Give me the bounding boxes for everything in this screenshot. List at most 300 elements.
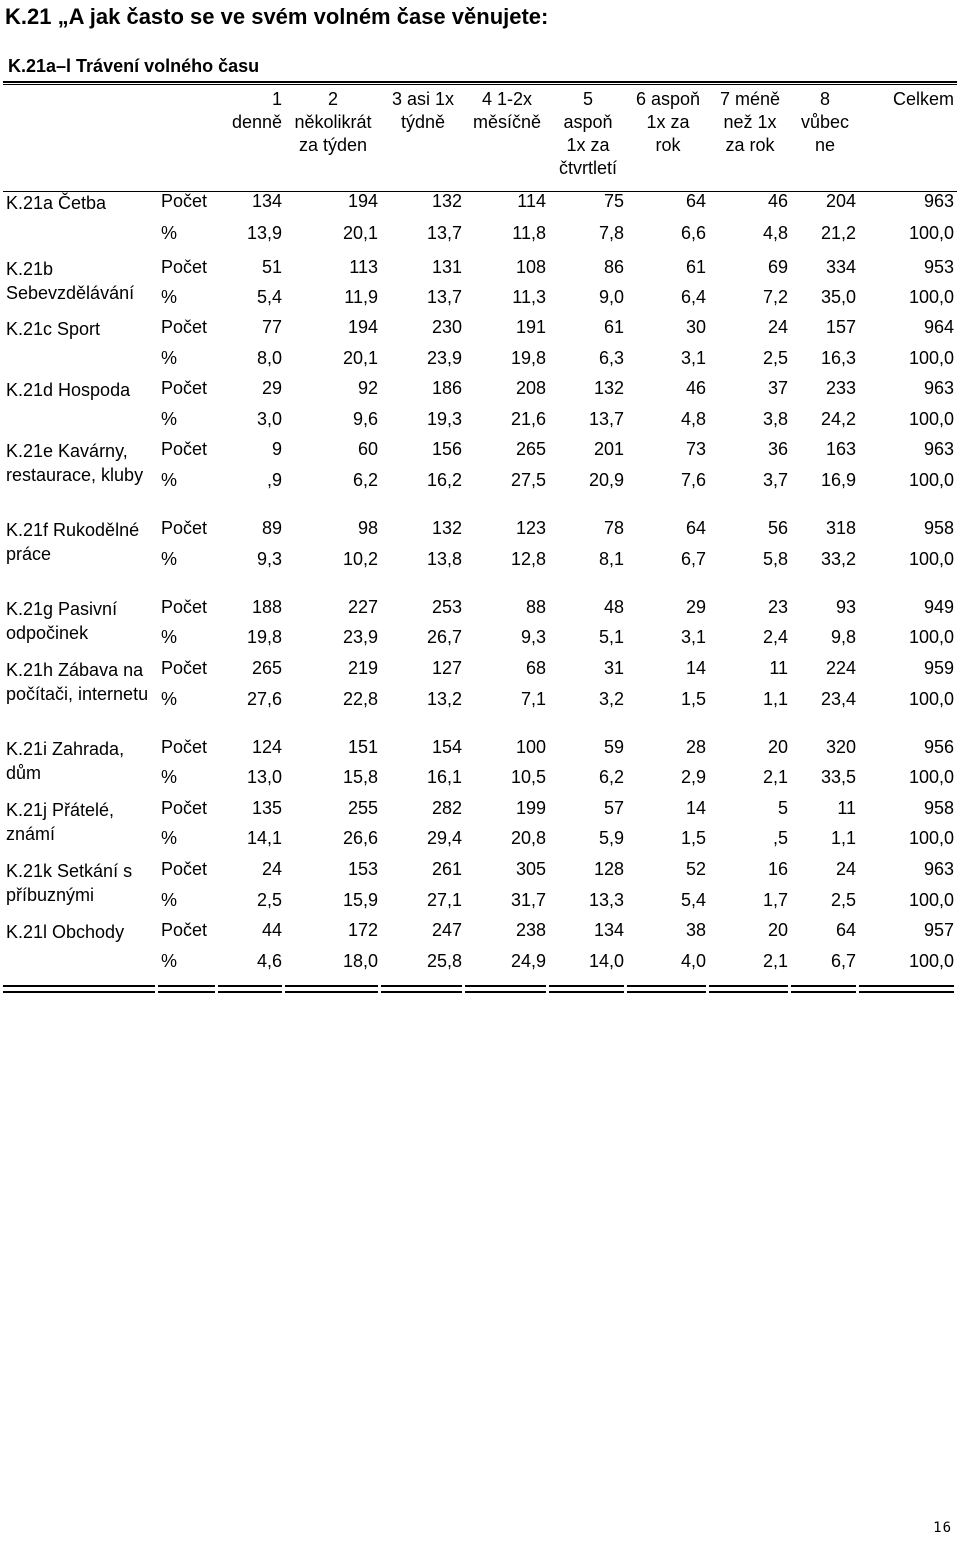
- percent-cell: 100,0: [908, 549, 954, 569]
- column-header: [709, 88, 791, 187]
- percent-type-label: %: [161, 470, 178, 490]
- percent-cell: 23,9: [426, 348, 462, 368]
- count-cell: 132: [431, 518, 462, 538]
- percent-cell: 13,7: [426, 223, 462, 243]
- count-cell: 114: [517, 191, 546, 211]
- count-cell: 36: [767, 439, 788, 459]
- category-label: K.21d Hospoda: [6, 380, 131, 400]
- column-header: [218, 88, 285, 187]
- percent-cell: 2,1: [762, 767, 788, 787]
- percent-cell: 6,7: [830, 951, 856, 971]
- count-cell: 253: [431, 597, 462, 617]
- percent-cell: 24,9: [510, 951, 546, 971]
- column-header: [465, 88, 549, 187]
- count-cell: 44: [261, 920, 282, 940]
- percent-type-label: %: [161, 287, 178, 307]
- percent-cell: 5,1: [598, 627, 624, 647]
- count-cell: 238: [515, 920, 546, 940]
- count-cell: 188: [251, 597, 282, 617]
- page-number: 16: [933, 1520, 952, 1536]
- count-cell: 156: [431, 439, 462, 459]
- percent-cell: 12,8: [510, 549, 546, 569]
- count-cell: 204: [825, 191, 856, 211]
- percent-cell: 19,8: [246, 627, 282, 647]
- percent-cell: 24,2: [820, 409, 856, 429]
- count-type-label: Počet: [161, 920, 208, 940]
- percent-cell: 16,1: [426, 767, 462, 787]
- percent-cell: 8,1: [598, 549, 624, 569]
- category-label: K.21k Setkání s příbuznými: [6, 861, 133, 905]
- percent-cell: 2,1: [762, 951, 788, 971]
- percent-cell: 4,0: [680, 951, 706, 971]
- percent-cell: 9,3: [256, 549, 282, 569]
- count-cell: 953: [923, 257, 954, 277]
- percent-cell: 33,2: [820, 549, 856, 569]
- column-header-line: 1x za: [566, 135, 610, 155]
- table-top-rule: [3, 81, 957, 85]
- percent-cell: 5,4: [680, 890, 706, 910]
- column-header-line: Celkem: [892, 89, 954, 109]
- count-cell: 24: [261, 859, 282, 879]
- percent-cell: 21,6: [510, 409, 546, 429]
- count-type-label: Počet: [161, 317, 208, 337]
- percent-cell: 100,0: [908, 470, 954, 490]
- percent-cell: 16,3: [820, 348, 856, 368]
- count-cell: 29: [261, 378, 282, 398]
- count-cell: 949: [923, 597, 954, 617]
- count-row: [3, 593, 957, 623]
- count-cell: 224: [825, 658, 856, 678]
- percent-cell: 100,0: [908, 689, 954, 709]
- percent-cell: 3,7: [762, 470, 788, 490]
- count-row: [3, 916, 957, 947]
- count-cell: 75: [603, 191, 624, 211]
- count-cell: 134: [251, 191, 282, 211]
- count-cell: 191: [515, 317, 546, 337]
- count-cell: 186: [431, 378, 462, 398]
- percent-cell: 25,8: [426, 951, 462, 971]
- percent-cell: 3,2: [598, 689, 624, 709]
- count-cell: 38: [685, 920, 706, 940]
- count-cell: 123: [515, 518, 546, 538]
- percent-type-label: %: [161, 689, 178, 709]
- percent-cell: 13,7: [426, 287, 462, 307]
- count-cell: 11: [769, 658, 788, 678]
- count-cell: 151: [347, 737, 378, 757]
- percent-cell: 33,5: [820, 767, 856, 787]
- category-label: K.21l Obchody: [6, 922, 125, 942]
- count-cell: 958: [923, 798, 954, 818]
- percent-cell: 7,6: [680, 470, 706, 490]
- percent-cell: 13,3: [588, 890, 624, 910]
- column-header-line: vůbec: [800, 112, 850, 132]
- percent-cell: 6,3: [598, 348, 624, 368]
- percent-cell: 3,0: [256, 409, 282, 429]
- percent-cell: 15,9: [342, 890, 378, 910]
- header-row: [3, 88, 957, 187]
- column-header-line: ne: [814, 135, 836, 155]
- percent-cell: ,5: [772, 828, 788, 848]
- percent-cell: 11,8: [512, 223, 546, 243]
- count-cell: 201: [593, 439, 624, 459]
- count-cell: 320: [825, 737, 856, 757]
- percent-cell: 26,6: [342, 828, 378, 848]
- percent-cell: 100,0: [908, 409, 954, 429]
- count-cell: 14: [685, 658, 706, 678]
- column-header-line: denně: [231, 112, 282, 132]
- count-cell: 20: [767, 920, 788, 940]
- header-label-cell: [3, 88, 158, 187]
- percent-cell: 100,0: [908, 890, 954, 910]
- percent-cell: 2,5: [762, 348, 788, 368]
- count-cell: 318: [825, 518, 856, 538]
- percent-cell: 15,8: [342, 767, 378, 787]
- count-cell: 134: [593, 920, 624, 940]
- count-row: [3, 855, 957, 886]
- count-cell: 963: [923, 439, 954, 459]
- count-type-label: Počet: [161, 518, 208, 538]
- count-cell: 29: [685, 597, 706, 617]
- count-cell: 261: [431, 859, 462, 879]
- count-cell: 172: [347, 920, 378, 940]
- percent-type-label: %: [161, 767, 178, 787]
- count-row: [3, 374, 957, 405]
- percent-cell: 100,0: [908, 627, 954, 647]
- column-header-line: 3 asi 1x: [391, 89, 455, 109]
- count-cell: 73: [685, 439, 706, 459]
- percent-cell: 3,1: [680, 348, 706, 368]
- count-cell: 78: [603, 518, 624, 538]
- count-cell: 157: [825, 317, 856, 337]
- count-cell: 61: [603, 317, 624, 337]
- column-header-line: 1x za: [646, 112, 690, 132]
- column-header-line: několikrát: [294, 112, 372, 132]
- percent-cell: 6,4: [680, 287, 706, 307]
- percent-cell: 20,8: [510, 828, 546, 848]
- column-header-line: 5: [582, 89, 593, 109]
- count-cell: 108: [515, 257, 546, 277]
- percent-cell: 11,3: [512, 287, 546, 307]
- count-cell: 227: [347, 597, 378, 617]
- count-cell: 56: [767, 518, 788, 538]
- column-header-line: aspoň: [563, 112, 613, 132]
- percent-cell: 5,9: [598, 828, 624, 848]
- count-cell: 230: [431, 317, 462, 337]
- column-header-line: 4 1-2x: [481, 89, 533, 109]
- count-cell: 963: [923, 859, 954, 879]
- percent-cell: 6,6: [680, 223, 706, 243]
- percent-cell: 1,1: [830, 828, 856, 848]
- count-cell: 51: [261, 257, 282, 277]
- column-header: [381, 88, 465, 187]
- count-cell: 154: [431, 737, 462, 757]
- column-header-line: 6 aspoň: [635, 89, 701, 109]
- percent-cell: 9,0: [598, 287, 624, 307]
- column-header: [791, 88, 859, 187]
- count-cell: 28: [685, 737, 706, 757]
- percent-cell: 100,0: [908, 287, 954, 307]
- count-cell: 194: [347, 317, 378, 337]
- column-header-line: za týden: [298, 135, 368, 155]
- count-cell: 199: [515, 798, 546, 818]
- count-cell: 69: [767, 257, 788, 277]
- percent-cell: 9,3: [520, 627, 546, 647]
- count-type-label: Počet: [161, 257, 208, 277]
- count-type-label: Počet: [161, 191, 208, 211]
- count-cell: 64: [685, 191, 706, 211]
- percent-cell: ,9: [266, 470, 282, 490]
- percent-cell: 29,4: [426, 828, 462, 848]
- percent-cell: 9,6: [352, 409, 378, 429]
- percent-cell: 20,9: [588, 470, 624, 490]
- column-header-line: 1: [271, 89, 282, 109]
- count-type-label: Počet: [161, 798, 208, 818]
- count-cell: 61: [685, 257, 706, 277]
- count-row: [3, 435, 957, 466]
- count-cell: 37: [767, 378, 788, 398]
- count-cell: 30: [685, 317, 706, 337]
- count-cell: 11: [837, 798, 856, 818]
- percent-cell: 27,6: [246, 689, 282, 709]
- count-cell: 131: [431, 257, 462, 277]
- count-type-label: Počet: [161, 378, 208, 398]
- header-type-cell: [158, 88, 218, 187]
- count-type-label: Počet: [161, 859, 208, 879]
- count-cell: 46: [767, 191, 788, 211]
- percent-cell: 10,2: [342, 549, 378, 569]
- count-cell: 98: [357, 518, 378, 538]
- percent-type-label: %: [161, 348, 178, 368]
- count-cell: 964: [923, 317, 954, 337]
- count-cell: 100: [515, 737, 546, 757]
- percent-cell: 1,1: [762, 689, 788, 709]
- percent-cell: 7,1: [520, 689, 546, 709]
- percent-cell: 2,4: [762, 627, 788, 647]
- count-cell: 46: [685, 378, 706, 398]
- percent-cell: 6,7: [680, 549, 706, 569]
- table-bottom-rule: [3, 985, 957, 993]
- percent-cell: 100,0: [908, 828, 954, 848]
- percent-type-label: %: [161, 627, 178, 647]
- percent-cell: 16,9: [820, 470, 856, 490]
- count-cell: 956: [923, 737, 954, 757]
- count-cell: 265: [251, 658, 282, 678]
- count-cell: 153: [347, 859, 378, 879]
- count-row: [3, 654, 957, 685]
- column-header: [859, 88, 957, 187]
- count-cell: 132: [431, 191, 462, 211]
- count-cell: 219: [347, 658, 378, 678]
- count-cell: 233: [825, 378, 856, 398]
- count-cell: 963: [923, 378, 954, 398]
- count-cell: 59: [603, 737, 624, 757]
- count-cell: 52: [685, 859, 706, 879]
- count-cell: 88: [525, 597, 546, 617]
- count-cell: 247: [431, 920, 462, 940]
- percent-cell: 2,5: [830, 890, 856, 910]
- count-cell: 92: [357, 378, 378, 398]
- count-cell: 31: [603, 658, 624, 678]
- percent-cell: 13,7: [588, 409, 624, 429]
- count-cell: 334: [825, 257, 856, 277]
- count-cell: 16: [767, 859, 788, 879]
- column-header-line: rok: [655, 135, 681, 155]
- percent-cell: 11,9: [344, 287, 378, 307]
- percent-cell: 2,9: [680, 767, 706, 787]
- category-label: K.21b Sebevzdělávání: [6, 259, 135, 303]
- count-cell: 9: [271, 439, 282, 459]
- percent-cell: 4,8: [762, 223, 788, 243]
- category-label: K.21g Pasivní odpočinek: [6, 599, 118, 643]
- percent-cell: 100,0: [908, 348, 954, 368]
- percent-cell: 100,0: [908, 951, 954, 971]
- column-header-line: než 1x: [723, 112, 777, 132]
- percent-cell: 26,7: [426, 627, 462, 647]
- percent-cell: 13,8: [426, 549, 462, 569]
- count-cell: 86: [603, 257, 624, 277]
- category-label: K.21f Rukodělné práce: [6, 520, 140, 564]
- percent-cell: 7,2: [762, 287, 788, 307]
- count-cell: 282: [431, 798, 462, 818]
- percent-cell: 23,4: [820, 689, 856, 709]
- count-cell: 127: [431, 658, 462, 678]
- count-cell: 255: [347, 798, 378, 818]
- percent-cell: 5,8: [762, 549, 788, 569]
- category-label: K.21j Přátelé, známí: [6, 800, 115, 844]
- count-cell: 132: [593, 378, 624, 398]
- count-cell: 163: [825, 439, 856, 459]
- percent-cell: 31,7: [510, 890, 546, 910]
- column-header: [549, 88, 627, 187]
- count-row: [3, 794, 957, 824]
- percent-cell: 5,4: [256, 287, 282, 307]
- count-cell: 64: [685, 518, 706, 538]
- percent-type-label: %: [161, 409, 178, 429]
- count-cell: 128: [593, 859, 624, 879]
- percent-cell: 27,5: [510, 470, 546, 490]
- count-cell: 24: [835, 859, 856, 879]
- count-cell: 60: [357, 439, 378, 459]
- column-header-line: měsíčně: [472, 112, 542, 132]
- count-cell: 48: [603, 597, 624, 617]
- column-header-line: týdně: [400, 112, 446, 132]
- percent-cell: 27,1: [426, 890, 462, 910]
- category-label: K.21a Četba: [6, 193, 107, 213]
- count-cell: 135: [251, 798, 282, 818]
- count-cell: 77: [261, 317, 282, 337]
- category-label: K.21e Kavárny, restaurace, kluby: [6, 441, 144, 485]
- count-cell: 194: [347, 191, 378, 211]
- count-cell: 305: [515, 859, 546, 879]
- category-label: K.21c Sport: [6, 319, 101, 339]
- percent-cell: 18,0: [342, 951, 378, 971]
- percent-cell: 1,7: [762, 890, 788, 910]
- count-cell: 5: [777, 798, 788, 818]
- count-cell: 57: [603, 798, 624, 818]
- percent-type-label: %: [161, 828, 178, 848]
- count-row: [3, 514, 957, 545]
- count-type-label: Počet: [161, 597, 208, 617]
- count-type-label: Počet: [161, 439, 208, 459]
- count-row: [3, 313, 957, 344]
- count-cell: 265: [515, 439, 546, 459]
- percent-cell: 100,0: [908, 767, 954, 787]
- leisure-time-table: [3, 88, 957, 983]
- percent-cell: 4,8: [680, 409, 706, 429]
- category-label: K.21h Zábava na počítači, internetu: [6, 660, 149, 704]
- percent-cell: 3,8: [762, 409, 788, 429]
- column-header-line: za rok: [725, 135, 775, 155]
- count-row: [3, 733, 957, 763]
- percent-type-label: %: [161, 549, 178, 569]
- percent-type-label: %: [161, 951, 178, 971]
- percent-cell: 13,2: [426, 689, 462, 709]
- percent-cell: 20,1: [342, 348, 378, 368]
- percent-cell: 7,8: [598, 223, 624, 243]
- count-row: [3, 253, 957, 283]
- percent-cell: 14,0: [588, 951, 624, 971]
- count-cell: 113: [349, 257, 378, 277]
- count-cell: 89: [261, 518, 282, 538]
- page-title: K.21 „A jak často se ve svém volném čase věnujete:: [5, 4, 549, 29]
- column-header-line: 7 méně: [719, 89, 781, 109]
- percent-cell: 13,9: [246, 223, 282, 243]
- percent-cell: 19,8: [510, 348, 546, 368]
- category-label: K.21i Zahrada, dům: [6, 739, 125, 783]
- percent-type-label: %: [161, 223, 178, 243]
- count-type-label: Počet: [161, 658, 208, 678]
- percent-cell: 3,1: [680, 627, 706, 647]
- count-cell: 24: [767, 317, 788, 337]
- percent-cell: 1,5: [680, 828, 706, 848]
- count-cell: 963: [923, 191, 954, 211]
- percent-cell: 100,0: [908, 223, 954, 243]
- percent-type-label: %: [161, 890, 178, 910]
- percent-cell: 13,0: [246, 767, 282, 787]
- count-cell: 93: [835, 597, 856, 617]
- column-header: [627, 88, 709, 187]
- percent-cell: 22,8: [342, 689, 378, 709]
- percent-cell: 4,6: [256, 951, 282, 971]
- percent-cell: 35,0: [820, 287, 856, 307]
- percent-cell: 1,5: [680, 689, 706, 709]
- count-type-label: Počet: [161, 737, 208, 757]
- count-cell: 23: [767, 597, 788, 617]
- column-header: [285, 88, 381, 187]
- count-cell: 208: [515, 378, 546, 398]
- percent-cell: 6,2: [598, 767, 624, 787]
- count-cell: 68: [525, 658, 546, 678]
- table-body: [3, 187, 957, 983]
- count-cell: 957: [923, 920, 954, 940]
- column-header-line: 2: [327, 89, 338, 109]
- percent-cell: 2,5: [256, 890, 282, 910]
- percent-cell: 8,0: [256, 348, 282, 368]
- count-cell: 20: [767, 737, 788, 757]
- percent-cell: 9,8: [830, 627, 856, 647]
- column-header-line: 8: [819, 89, 830, 109]
- count-cell: 124: [251, 737, 282, 757]
- count-cell: 959: [923, 658, 954, 678]
- count-cell: 64: [835, 920, 856, 940]
- percent-cell: 21,2: [820, 223, 856, 243]
- percent-cell: 14,1: [246, 828, 282, 848]
- count-cell: 958: [923, 518, 954, 538]
- percent-cell: 6,2: [352, 470, 378, 490]
- percent-cell: 19,3: [426, 409, 462, 429]
- percent-cell: 10,5: [510, 767, 546, 787]
- percent-cell: 23,9: [342, 627, 378, 647]
